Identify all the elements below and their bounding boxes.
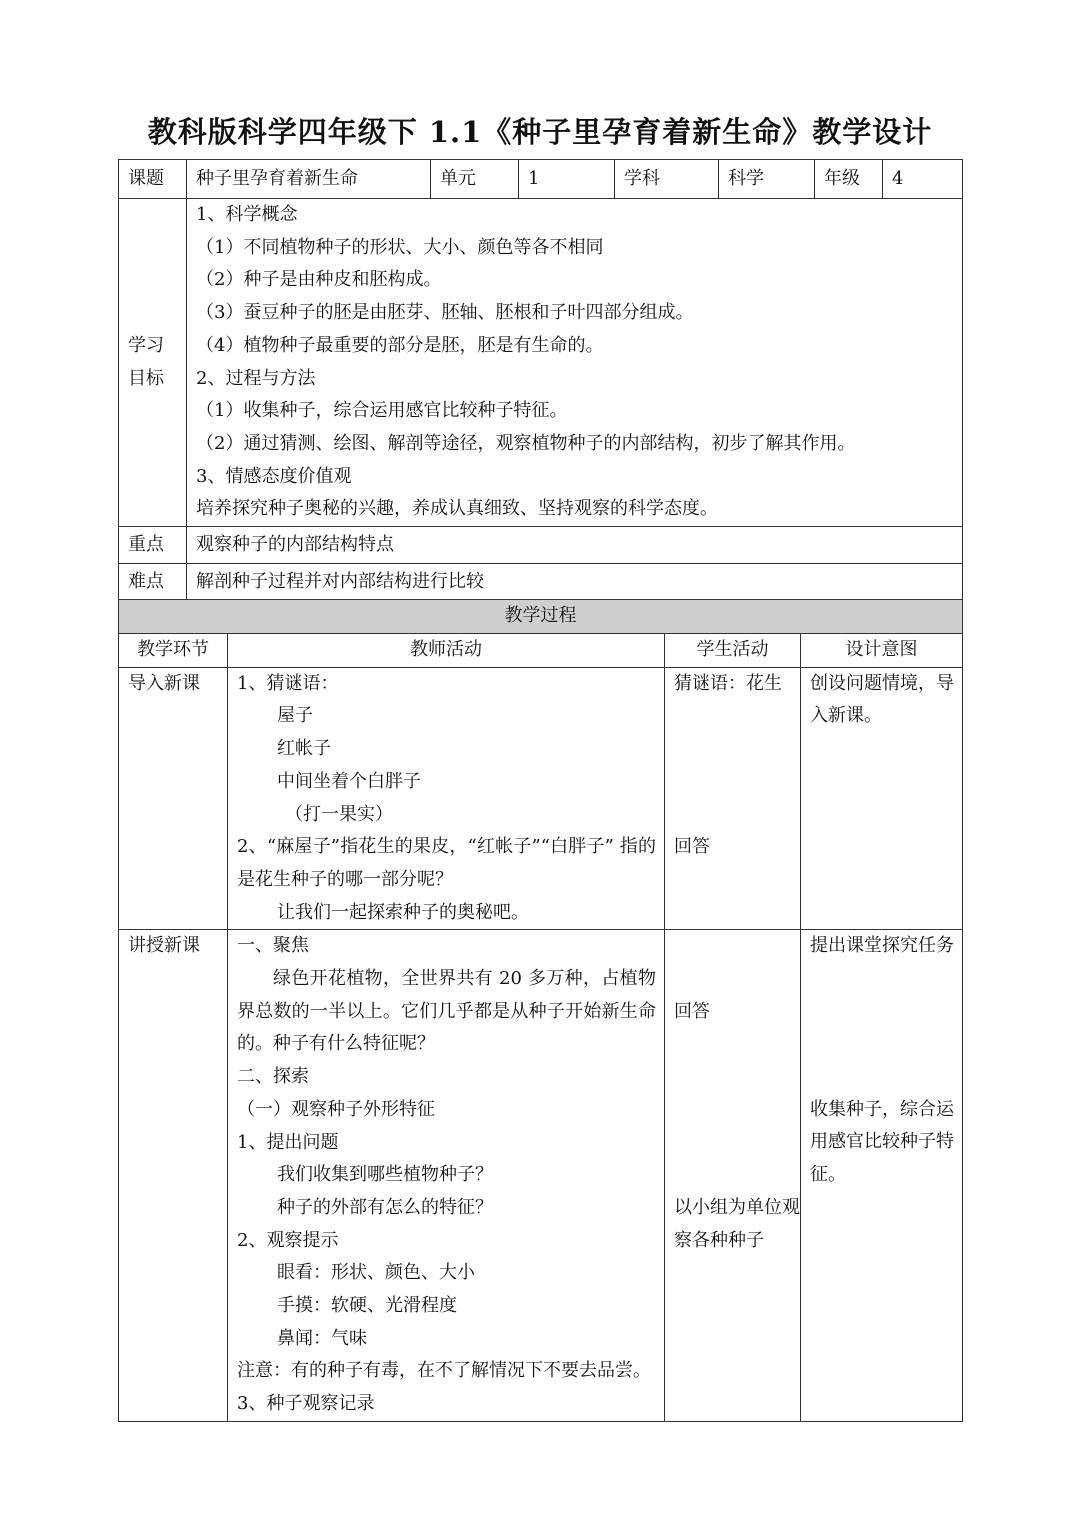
goal-line: （4）植物种子最重要的部分是胚，胚是有生命的。	[196, 334, 604, 356]
text-line: 1、提出问题	[237, 1131, 339, 1153]
column-header-student: 学生活动	[665, 634, 801, 668]
text-paragraph: 绿色开花植物，全世界共有 20 多万种，占植物界总数的一半以上。它们几乎都是从种子开始新生命的。种子有什么特征呢？	[237, 968, 656, 1055]
goals-content	[187, 199, 963, 527]
process-heading: 教学过程	[119, 600, 963, 634]
topic-value: 种子里孕育着新生命	[187, 160, 431, 199]
subject-value: 科学	[719, 160, 815, 199]
text-line: 红帐子	[277, 738, 331, 760]
lesson-student-activity	[665, 930, 801, 1422]
column-header-intent: 设计意图	[801, 634, 963, 668]
key-point-label: 重点	[119, 527, 187, 564]
text-line: 中间坐着个白胖子	[277, 770, 421, 792]
text-line: 2、“麻屋子”指花生的果皮，“红帐子”“白胖子” 指的是花生种子的哪一部分呢？	[237, 836, 656, 890]
process-table	[118, 599, 963, 1422]
text-line: 回答	[674, 836, 710, 858]
text-line: 猜谜语：花生	[674, 672, 782, 694]
text-line: 二、探索	[237, 1066, 309, 1088]
goal-line: （2）种子是由种皮和胚构成。	[196, 269, 442, 291]
lesson-intent	[801, 930, 963, 1422]
difficulty-text: 解剖种子过程并对内部结构进行比较	[187, 564, 963, 601]
text-line: 鼻闻：气味	[277, 1327, 367, 1349]
text-line: 3、种子观察记录	[237, 1393, 375, 1415]
intro-teacher-activity	[228, 667, 665, 930]
goal-line: 培养探究种子奥秘的兴趣，养成认真细致、坚持观察的科学态度。	[196, 498, 718, 520]
lesson-stage: 讲授新课	[119, 930, 228, 1422]
text-line: 2、观察提示	[237, 1229, 339, 1251]
goal-line: 1、科学概念	[196, 204, 298, 225]
intro-intent: 创设问题情境，导入新课。	[801, 667, 963, 930]
page-title: 教科版科学四年级下 1.1《种子里孕育着新生命》教学设计	[147, 115, 933, 149]
goal-line: （3）蚕豆种子的胚是由胚芽、胚轴、胚根和子叶四部分组成。	[196, 302, 694, 324]
text-line: 眼看：形状、颜色、大小	[277, 1262, 475, 1284]
text-line: 注意：有的种子有毒，在不了解情况下不要去品尝。	[237, 1360, 651, 1382]
text-line: 1、猜谜语：	[237, 672, 339, 694]
text-line: 屋子	[277, 705, 313, 727]
text-line: 提出课堂探究任务	[810, 935, 954, 957]
goal-line: 2、过程与方法	[196, 367, 316, 389]
text-line: 回答	[674, 1000, 710, 1022]
grade-label: 年级	[815, 160, 883, 199]
difficulty-label: 难点	[119, 564, 187, 601]
unit-value: 1	[519, 160, 615, 199]
topic-label: 课题	[119, 160, 187, 199]
text-line: 让我们一起探索种子的奥秘吧。	[277, 901, 529, 923]
goal-line: 3、情感态度价值观	[196, 465, 352, 487]
column-header-teacher: 教师活动	[228, 634, 665, 668]
text-line: 我们收集到哪些植物种子？	[277, 1164, 493, 1186]
goals-label-line1: 学习	[128, 334, 164, 356]
text-line: （打一果实）	[285, 803, 393, 825]
text-line: 收集种子，综合运用感官比较种子特征。	[810, 1098, 954, 1186]
intro-student-activity	[665, 667, 801, 930]
text-line: （一）观察种子外形特征	[237, 1098, 435, 1120]
grade-value: 4	[883, 160, 963, 199]
goal-line: （2）通过猜测、绘图、解剖等途径，观察植物种子的内部结构，初步了解其作用。	[196, 432, 856, 454]
lesson-teacher-activity	[228, 930, 665, 1422]
key-point-text: 观察种子的内部结构特点	[187, 527, 963, 564]
text-line: 以小组为单位观察各种种子	[674, 1196, 800, 1251]
subject-label: 学科	[615, 160, 719, 199]
unit-label: 单元	[431, 160, 519, 199]
text-line: 一、聚焦	[237, 935, 309, 957]
goals-label	[119, 199, 187, 527]
intro-stage: 导入新课	[119, 667, 228, 930]
text-line: 手摸：软硬、光滑程度	[277, 1295, 457, 1317]
column-header-stage: 教学环节	[119, 634, 228, 668]
goal-line: （1）收集种子，综合运用感官比较种子特征。	[196, 400, 568, 422]
info-table	[118, 159, 963, 601]
goal-line: （1）不同植物种子的形状、大小、颜色等各不相同	[196, 236, 604, 258]
text-line: 种子的外部有怎么的特征？	[277, 1196, 493, 1218]
goals-label-line2: 目标	[128, 367, 164, 389]
